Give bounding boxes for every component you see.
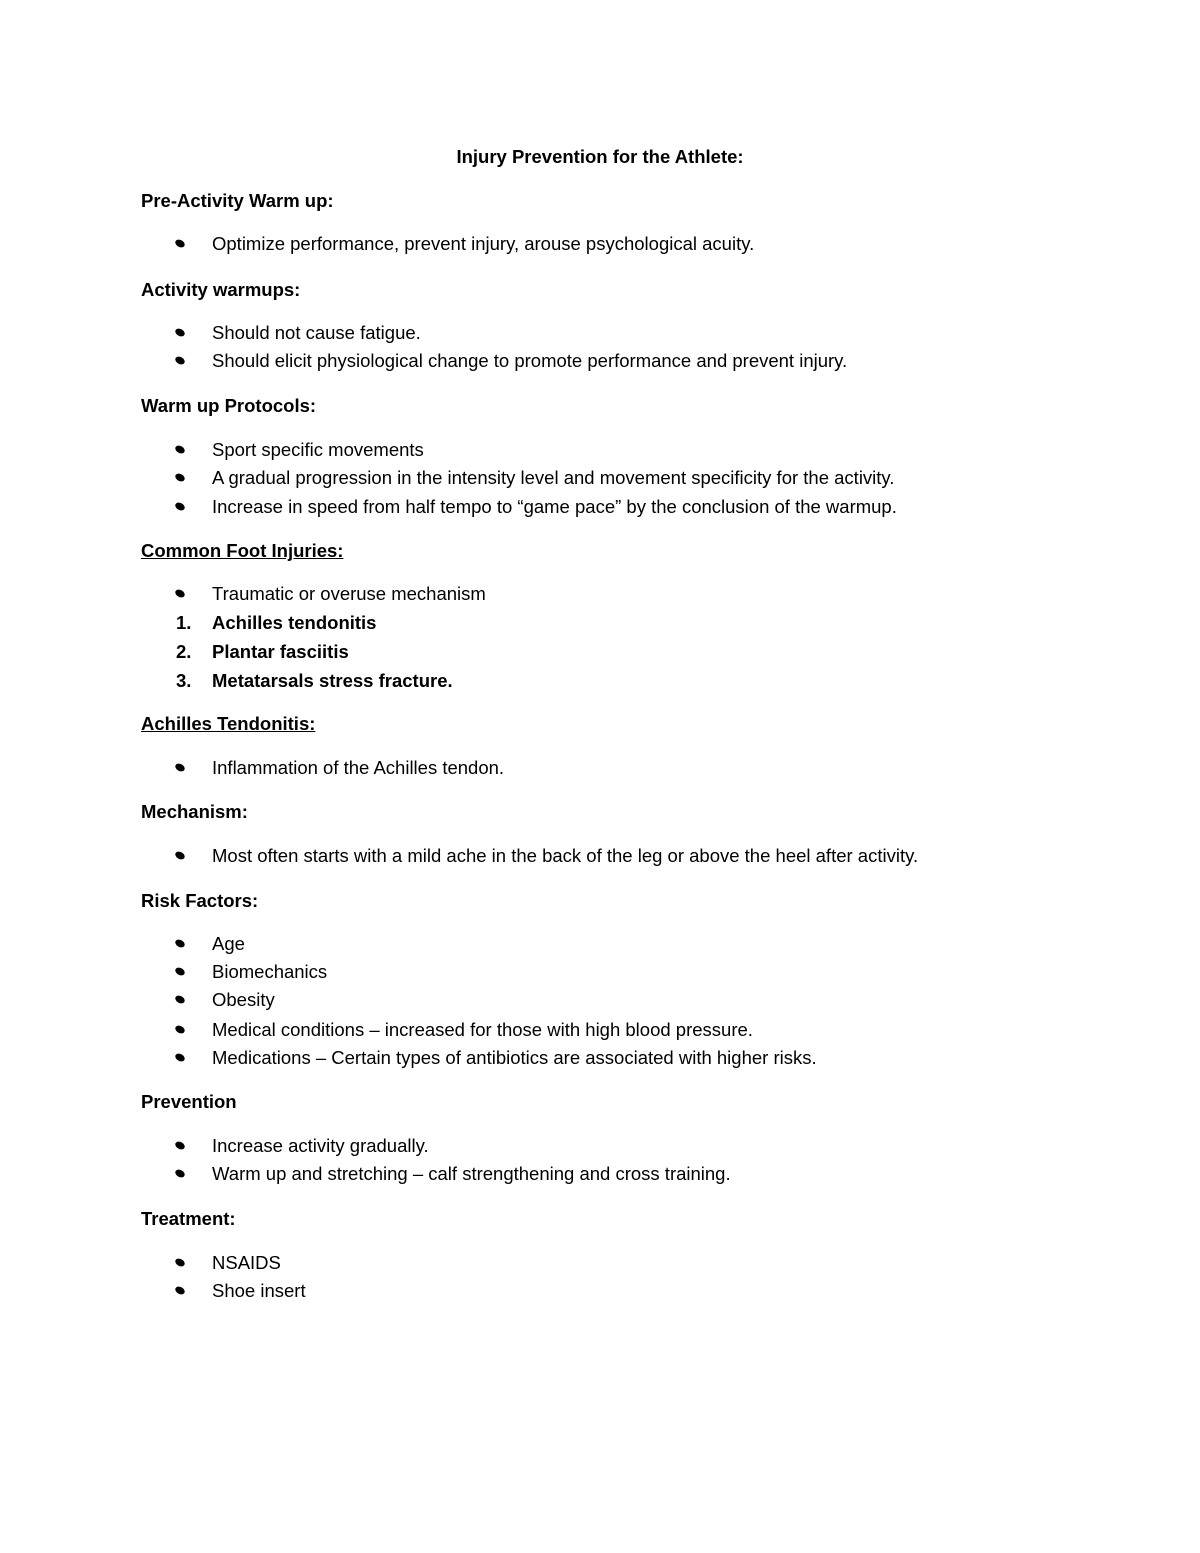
numbered-item-text: Achilles tendonitis <box>212 612 377 633</box>
list-item-text: A gradual progression in the intensity level and movement specificity for the activity. <box>212 467 895 488</box>
bullet-icon <box>174 1168 186 1179</box>
numbered-item-text: Metatarsals stress fracture. <box>212 670 453 691</box>
bullet-icon <box>174 588 186 599</box>
section-heading-pre-activity-warm-up: Pre-Activity Warm up: <box>141 190 334 211</box>
bullet-icon <box>174 966 186 977</box>
list-item-text: Should elicit physiological change to promote performance and prevent injury. <box>212 350 848 371</box>
list-item-text: Inflammation of the Achilles tendon. <box>212 757 505 778</box>
list-item-text: Medical conditions – increased for those with high blood pressure. <box>212 1019 753 1040</box>
bullet-icon <box>174 762 186 773</box>
bullet-icon <box>174 501 186 512</box>
bullet-icon <box>174 850 186 861</box>
list-item-text: Warm up and stretching – calf strengthening and cross training. <box>212 1163 731 1184</box>
section-heading-common-foot-injuries: Common Foot Injuries: <box>141 540 344 561</box>
bullet-icon <box>174 444 186 455</box>
bullet-icon <box>174 938 186 949</box>
section-heading-activity-warmups: Activity warmups: <box>141 279 301 300</box>
document-title: Injury Prevention for the Athlete: <box>456 146 744 167</box>
bullet-icon <box>174 994 186 1005</box>
bullet-icon <box>174 1285 186 1296</box>
list-item-text: Sport specific movements <box>212 439 424 460</box>
section-heading-achilles-tendonitis: Achilles Tendonitis: <box>141 713 316 734</box>
section-heading-treatment: Treatment: <box>141 1208 236 1229</box>
item-number: 2. <box>176 641 192 662</box>
bullet-icon <box>174 327 186 338</box>
list-item-text: Medications – Certain types of antibiotics are associated with higher risks. <box>212 1047 817 1068</box>
list-item-text: Optimize performance, prevent injury, arouse psychological acuity. <box>212 233 755 254</box>
list-item-text: Shoe insert <box>212 1280 306 1301</box>
list-item-text: Biomechanics <box>212 961 328 982</box>
item-number: 1. <box>176 612 192 633</box>
bullet-icon <box>174 1257 186 1268</box>
list-item-text: NSAIDS <box>212 1252 281 1273</box>
list-item-text: Obesity <box>212 989 275 1010</box>
section-heading-prevention: Prevention <box>141 1091 237 1112</box>
section-heading-mechanism: Mechanism: <box>141 801 248 822</box>
list-item-text: Traumatic or overuse mechanism <box>212 583 486 604</box>
bullet-icon <box>174 355 186 366</box>
bullet-icon <box>174 1140 186 1151</box>
section-heading-risk-factors: Risk Factors: <box>141 890 259 911</box>
bullet-icon <box>174 238 186 249</box>
list-item-text: Increase activity gradually. <box>212 1135 429 1156</box>
numbered-item-text: Plantar fasciitis <box>212 641 349 662</box>
list-item-text: Age <box>212 933 245 954</box>
list-item-text: Should not cause fatigue. <box>212 322 421 343</box>
list-item-text: Increase in speed from half tempo to “game pace” by the conclusion of the warmup. <box>212 496 897 517</box>
list-item-text: Most often starts with a mild ache in the back of the leg or above the heel after activity. <box>212 845 919 866</box>
bullet-icon <box>174 1052 186 1063</box>
section-heading-warm-up-protocols: Warm up Protocols: <box>141 395 317 416</box>
bullet-icon <box>174 1024 186 1035</box>
bullet-icon <box>174 472 186 483</box>
item-number: 3. <box>176 670 192 691</box>
